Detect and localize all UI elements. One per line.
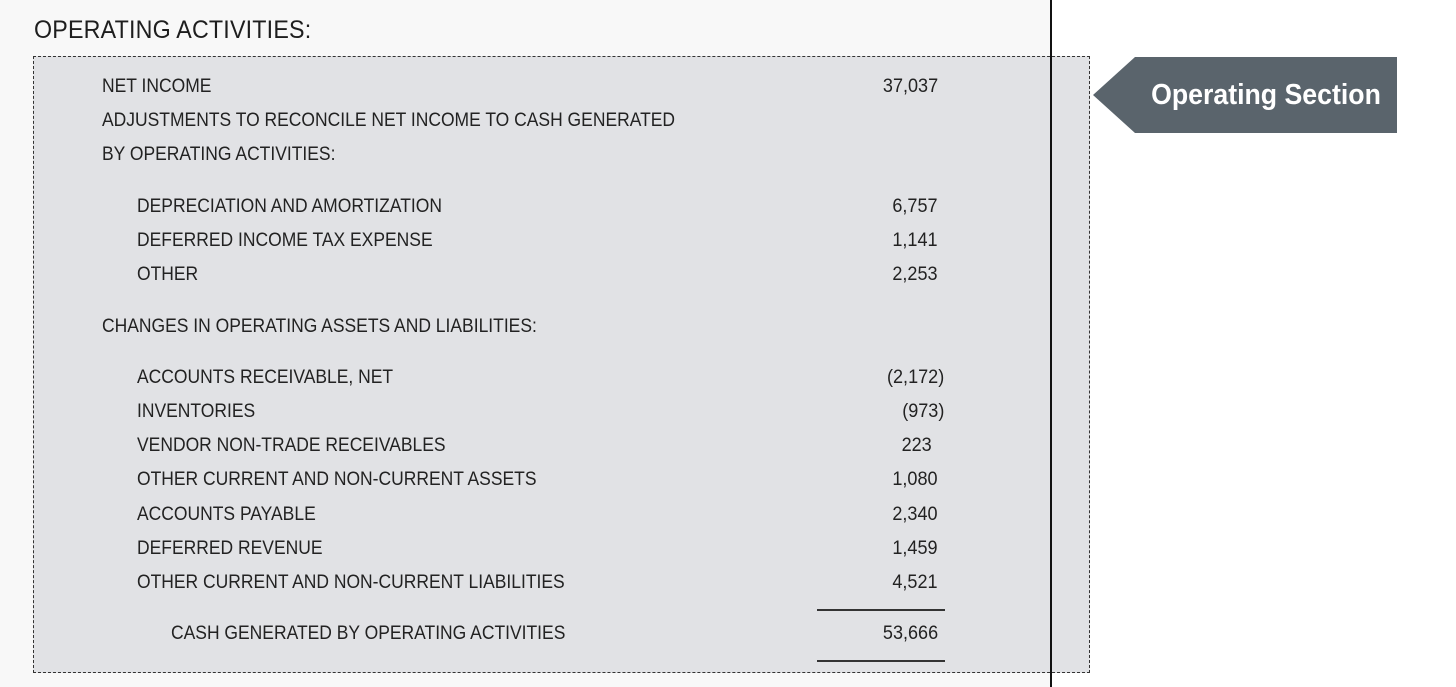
row-value: 223 xyxy=(901,435,932,456)
row-label: OTHER xyxy=(137,264,199,285)
row-label: BY OPERATING ACTIVITIES: xyxy=(102,144,336,165)
row-deferred-tax xyxy=(0,229,938,253)
row-value: 1,459 xyxy=(892,538,938,559)
operating-section-callout xyxy=(1093,57,1397,133)
row-accounts-receivable xyxy=(0,366,944,390)
row-vendor-receivables xyxy=(0,434,938,458)
row-depreciation xyxy=(0,195,938,219)
row-adjustments-heading-cont xyxy=(0,143,938,167)
row-label: VENDOR NON-TRADE RECEIVABLES xyxy=(137,435,446,456)
subtotal-rule xyxy=(817,609,945,611)
row-label: CHANGES IN OPERATING ASSETS AND LIABILITIES: xyxy=(102,316,537,337)
total-label: CASH GENERATED BY OPERATING ACTIVITIES xyxy=(171,623,566,644)
row-value: 37,037 xyxy=(882,76,938,97)
row-label: NET INCOME xyxy=(102,76,212,97)
row-label: ADJUSTMENTS TO RECONCILE NET INCOME TO CASH GENERATED xyxy=(102,110,676,131)
row-value: 2,340 xyxy=(892,504,938,525)
row-value: 4,521 xyxy=(892,572,938,593)
row-other-assets xyxy=(0,468,938,492)
row-value: 2,253 xyxy=(892,264,938,285)
row-inventories xyxy=(0,400,944,424)
row-label: DEFERRED INCOME TAX EXPENSE xyxy=(137,230,433,251)
row-other-liabilities xyxy=(0,571,938,595)
total-value: 53,666 xyxy=(882,623,938,644)
row-label: OTHER CURRENT AND NON-CURRENT ASSETS xyxy=(137,469,537,490)
row-value: (973) xyxy=(901,401,944,422)
row-label: INVENTORIES xyxy=(137,401,256,422)
row-net-income xyxy=(0,75,938,99)
row-other xyxy=(0,263,938,287)
callout-label: Operating Section xyxy=(1151,78,1381,111)
row-value: 1,080 xyxy=(892,469,938,490)
row-label: ACCOUNTS RECEIVABLE, NET xyxy=(137,367,394,388)
row-label: DEFERRED REVENUE xyxy=(137,538,323,559)
row-label: OTHER CURRENT AND NON-CURRENT LIABILITIES xyxy=(137,572,565,593)
row-total-operating-cash xyxy=(0,622,938,646)
row-adjustments-heading xyxy=(0,109,938,133)
row-accounts-payable xyxy=(0,503,938,527)
row-deferred-revenue xyxy=(0,537,938,561)
row-label: DEPRECIATION AND AMORTIZATION xyxy=(137,196,442,217)
row-value: (2,172) xyxy=(886,367,944,388)
vertical-divider xyxy=(1050,0,1052,687)
row-label: ACCOUNTS PAYABLE xyxy=(137,504,316,525)
section-title: OPERATING ACTIVITIES: xyxy=(34,16,312,44)
row-value: 1,141 xyxy=(892,230,938,251)
total-rule xyxy=(817,660,945,662)
row-value: 6,757 xyxy=(892,196,938,217)
row-changes-heading xyxy=(0,315,938,339)
